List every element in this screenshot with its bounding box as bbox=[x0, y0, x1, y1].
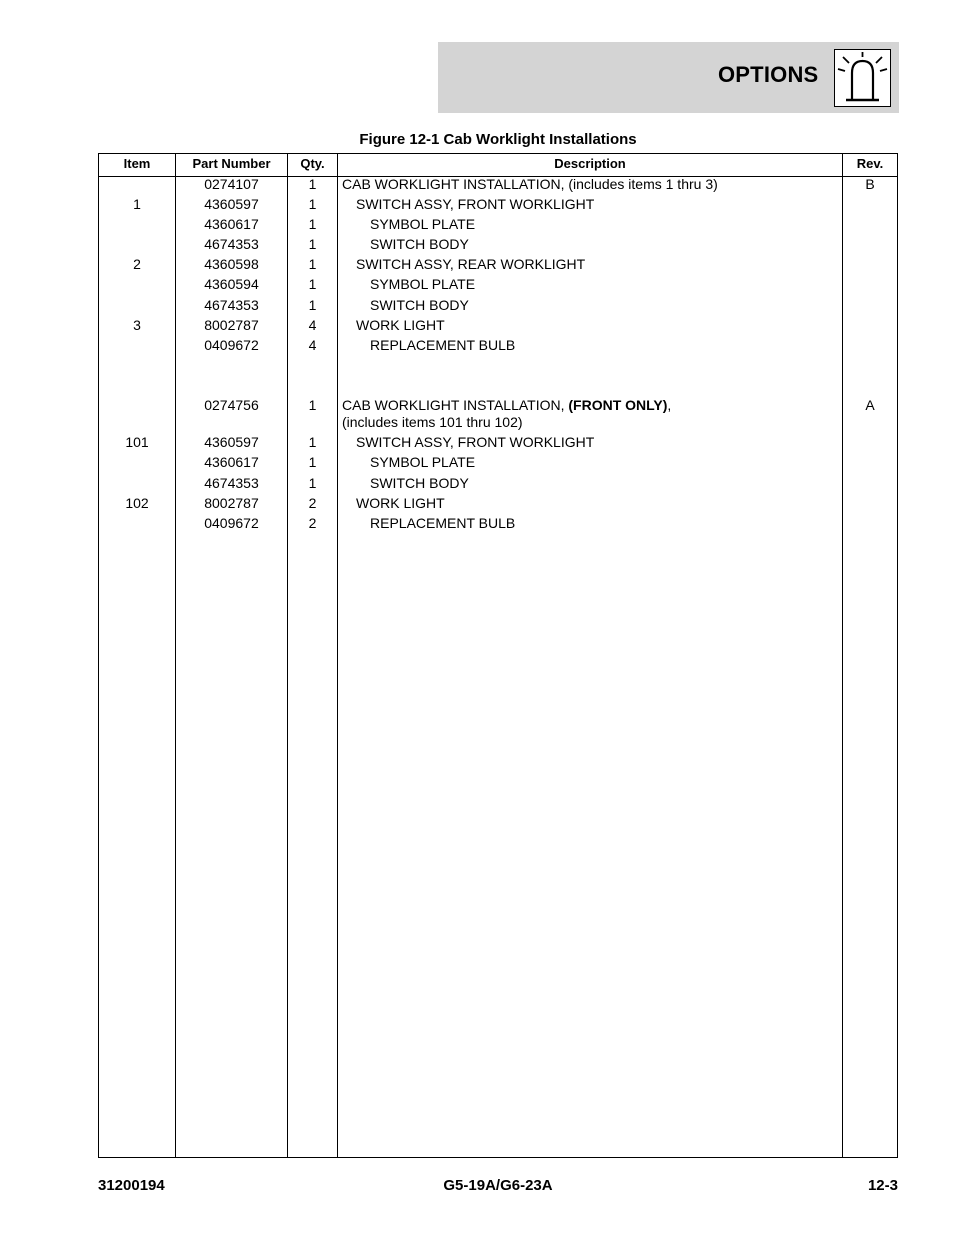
cell-part-number: 0409672 bbox=[204, 515, 259, 531]
cell-description bbox=[342, 337, 870, 354]
description-text: SWITCH BODY bbox=[370, 475, 469, 491]
cell-part-number: 0274756 bbox=[204, 397, 259, 413]
column-header-description: Description bbox=[554, 156, 626, 171]
cell-item: 1 bbox=[133, 196, 141, 212]
description-text: SWITCH BODY bbox=[370, 297, 469, 313]
cell-description bbox=[342, 454, 870, 471]
cell-item: 3 bbox=[133, 317, 141, 333]
cell-description bbox=[342, 236, 870, 253]
cell-item: 101 bbox=[125, 434, 149, 450]
cell-description bbox=[342, 276, 870, 293]
column-header-rev: Rev. bbox=[856, 156, 884, 171]
cell-qty: 1 bbox=[308, 397, 317, 413]
cell-rev: A bbox=[865, 397, 875, 413]
cell-description bbox=[342, 256, 856, 273]
description-punctuation: , bbox=[667, 397, 672, 413]
description-text: SWITCH BODY bbox=[370, 236, 469, 252]
description-text: WORK LIGHT bbox=[356, 317, 445, 333]
cell-description bbox=[342, 176, 842, 193]
cell-qty: 1 bbox=[308, 236, 317, 252]
description-text: REPLACEMENT BULB bbox=[370, 515, 516, 531]
description-text: SYMBOL PLATE bbox=[370, 454, 476, 470]
cell-part-number: 4674353 bbox=[204, 236, 259, 252]
description-text: REPLACEMENT BULB bbox=[370, 337, 516, 353]
description-text: WORK LIGHT bbox=[356, 495, 445, 511]
cell-part-number: 4360597 bbox=[204, 434, 259, 450]
work-light-icon bbox=[834, 49, 891, 107]
cell-part-number: 8002787 bbox=[204, 495, 259, 511]
cell-part-number: 4360598 bbox=[204, 256, 259, 272]
parts-table bbox=[98, 153, 898, 1158]
description-text: SWITCH ASSY, FRONT WORKLIGHT bbox=[356, 196, 595, 212]
cell-description bbox=[342, 196, 856, 213]
description-continuation: (includes items 101 thru 102) bbox=[342, 414, 523, 430]
cell-qty: 1 bbox=[308, 454, 317, 470]
cell-part-number: 4360617 bbox=[204, 454, 259, 470]
cell-part-number: 4360617 bbox=[204, 216, 259, 232]
column-header-part-number: Part Number bbox=[192, 156, 271, 171]
cell-qty: 4 bbox=[308, 337, 317, 353]
description-text: SYMBOL PLATE bbox=[370, 276, 476, 292]
cell-description bbox=[342, 297, 870, 314]
cell-part-number: 0409672 bbox=[204, 337, 259, 353]
cell-qty: 1 bbox=[308, 176, 317, 192]
cell-item: 2 bbox=[133, 256, 141, 272]
cell-qty: 1 bbox=[308, 256, 317, 272]
cell-description bbox=[342, 475, 870, 492]
header-band bbox=[438, 42, 899, 113]
cell-qty: 1 bbox=[308, 297, 317, 313]
cell-part-number: 4360597 bbox=[204, 196, 259, 212]
description-text: SYMBOL PLATE bbox=[370, 216, 476, 232]
column-header-item: Item bbox=[123, 156, 151, 171]
cell-qty: 1 bbox=[308, 216, 317, 232]
description-text: CAB WORKLIGHT INSTALLATION, (includes items 1 thru 3) bbox=[342, 176, 718, 192]
cell-qty: 1 bbox=[308, 196, 317, 212]
figure-title: Figure 12-1 Cab Worklight Installations bbox=[359, 131, 637, 148]
cell-part-number: 4360594 bbox=[204, 276, 259, 292]
document-number: 31200194 bbox=[98, 1177, 165, 1194]
cell-part-number: 4674353 bbox=[204, 297, 259, 313]
description-text: SWITCH ASSY, REAR WORKLIGHT bbox=[356, 256, 586, 272]
description-text: SWITCH ASSY, FRONT WORKLIGHT bbox=[356, 434, 595, 450]
cell-rev: B bbox=[865, 176, 875, 192]
page-title: OPTIONS bbox=[718, 62, 819, 87]
cell-item: 102 bbox=[125, 495, 149, 511]
column-header-qty: Qty. bbox=[300, 156, 325, 171]
cell-description bbox=[342, 397, 842, 431]
cell-qty: 2 bbox=[308, 515, 317, 531]
cell-part-number: 0274107 bbox=[204, 176, 259, 192]
page-number: 12-3 bbox=[867, 1177, 898, 1194]
description-emphasis: (FRONT ONLY) bbox=[568, 397, 668, 413]
cell-description bbox=[342, 317, 856, 334]
cell-description bbox=[342, 434, 856, 451]
cell-part-number: 4674353 bbox=[204, 475, 259, 491]
description-text: CAB WORKLIGHT INSTALLATION, bbox=[342, 397, 569, 413]
cell-description bbox=[342, 515, 870, 532]
cell-qty: 1 bbox=[308, 276, 317, 292]
cell-qty: 1 bbox=[308, 434, 317, 450]
cell-qty: 4 bbox=[308, 317, 317, 333]
cell-description bbox=[342, 216, 870, 233]
column-divider bbox=[337, 154, 338, 1157]
cell-qty: 1 bbox=[308, 475, 317, 491]
cell-description bbox=[342, 495, 856, 512]
cell-part-number: 8002787 bbox=[204, 317, 259, 333]
model-name: G5-19A/G6-23A bbox=[443, 1177, 553, 1194]
cell-qty: 2 bbox=[308, 495, 317, 511]
